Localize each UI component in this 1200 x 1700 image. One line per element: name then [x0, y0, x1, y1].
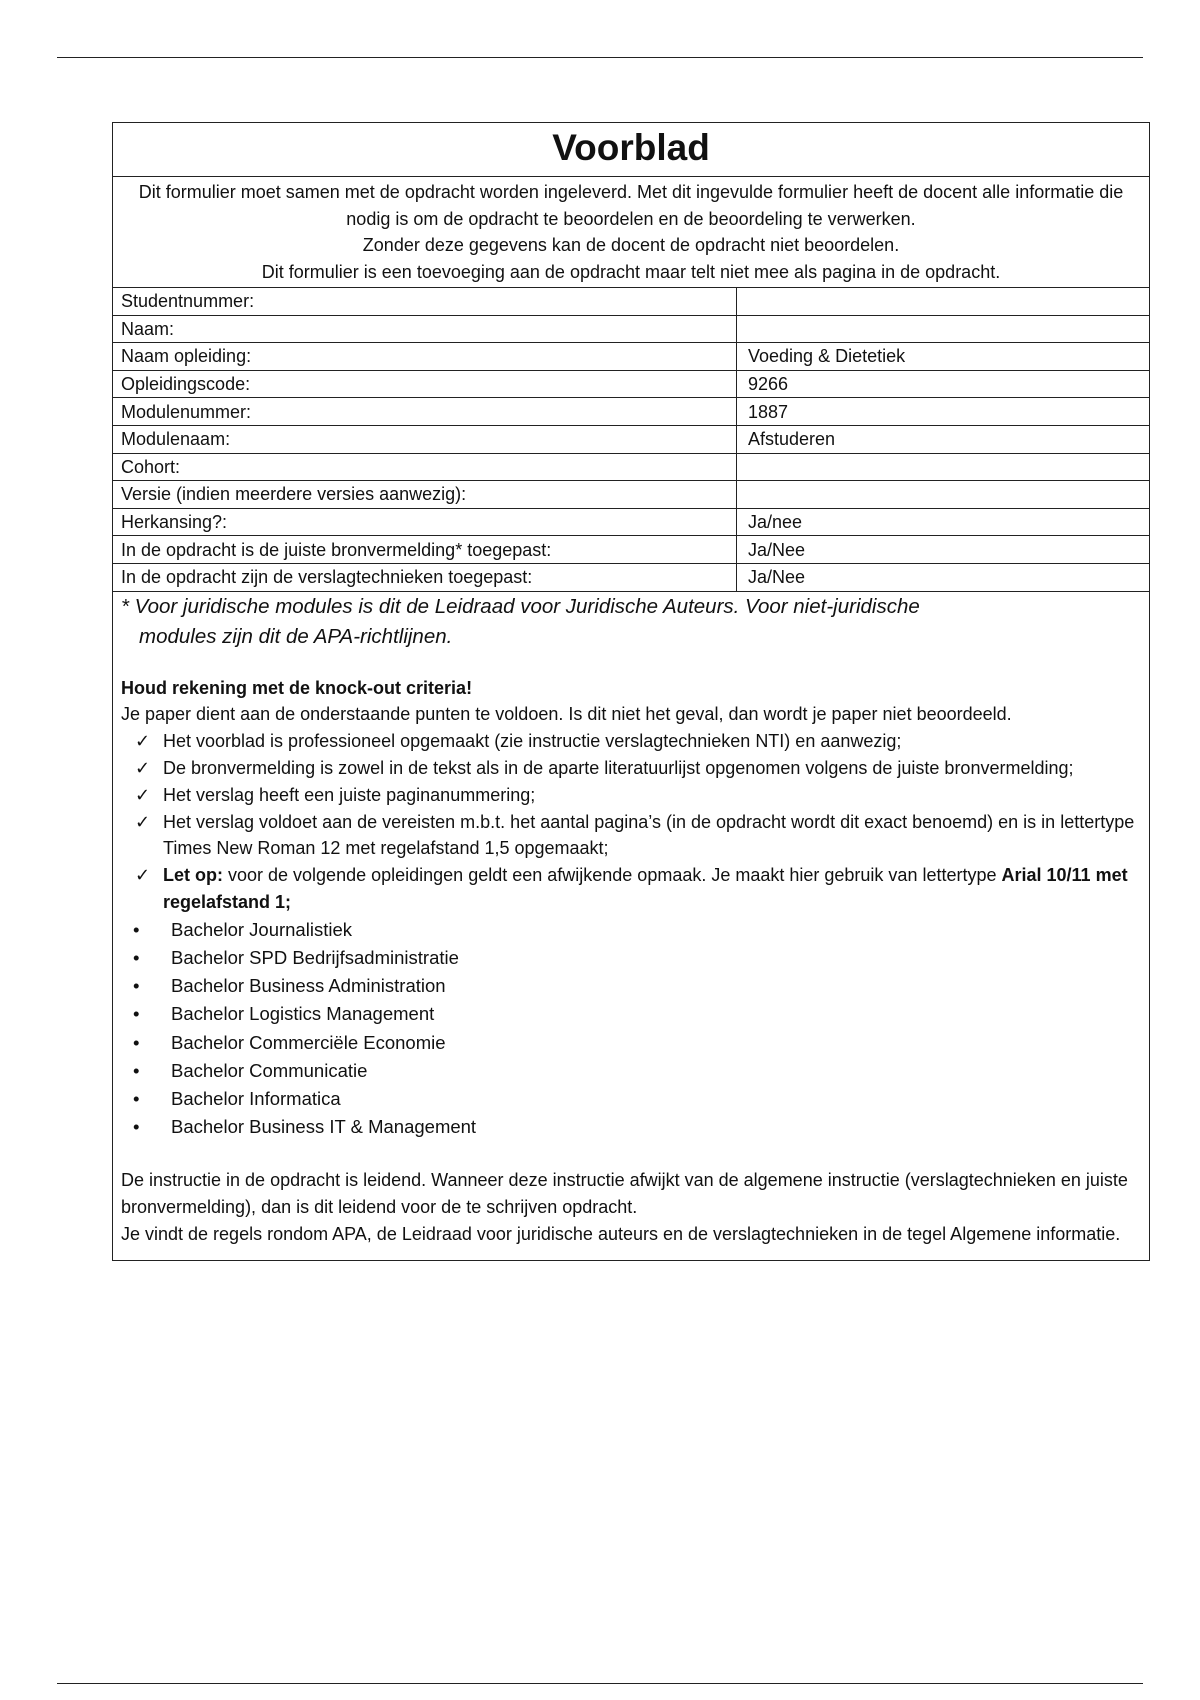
field-row-naam-opleiding	[113, 343, 1149, 371]
footnote-line: * Voor juridische modules is dit de Leidraad voor Juridische Auteurs. Voor niet-juridische	[121, 594, 920, 618]
checklist-item	[121, 782, 1141, 809]
check-icon: ✓	[135, 784, 151, 805]
field-row-naam	[113, 315, 1149, 343]
intro-paragraph: Zonder deze gegevens kan de docent de opdracht niet beoordelen.	[362, 235, 900, 255]
knockout-intro: Je paper dient aan de onderstaande punten te voldoen. Is dit niet het geval, dan wordt je paper niet beoordeeld.	[121, 704, 1012, 725]
letop-text: voor de volgende opleidingen geldt een afwijkende opmaak. Je maakt hier gebruik van lettertype	[223, 865, 1002, 886]
intro-paragraph: Dit formulier is een toevoeging aan de opdracht maar telt niet mee als pagina in de opdracht.	[261, 261, 1001, 282]
check-icon: ✓	[135, 757, 151, 778]
check-icon: ✓	[135, 811, 151, 832]
program-item: • Bachelor Communicatie	[121, 1057, 1141, 1085]
closing-paragraph: De instructie in de opdracht is leidend. Wanneer deze instructie afwijkt van de algemene instructie (verslagtechnieken en juiste bronvermelding), dan is dit leidend voor de te schrijven opdracht.	[121, 1170, 1128, 1218]
field-value-herkansing[interactable]: Ja/nee	[737, 508, 1150, 536]
footer-rule	[57, 1683, 1143, 1684]
program-item: • Bachelor Informatica	[121, 1085, 1141, 1113]
checklist-item-letop	[121, 862, 1141, 916]
checklist-item	[121, 755, 1141, 782]
field-label: Versie (indien meerdere versies aanwezig):	[113, 481, 737, 509]
field-value-verslagtechnieken[interactable]: Ja/Nee	[737, 563, 1150, 591]
form-title: Voorblad	[113, 123, 1149, 177]
field-value-versie[interactable]	[737, 481, 1150, 509]
field-row-studentnummer	[113, 288, 1149, 315]
field-row-versie	[113, 481, 1149, 509]
field-value-modulenummer[interactable]: 1887	[737, 398, 1150, 426]
footnote	[121, 592, 1141, 652]
checklist-item	[121, 728, 1141, 755]
field-label: In de opdracht is de juiste bronvermelding* toegepast:	[113, 536, 737, 564]
field-label: Herkansing?:	[113, 508, 737, 536]
field-label: Cohort:	[113, 453, 737, 481]
checklist-text: Het voorblad is professioneel opgemaakt (zie instructie verslagtechnieken NTI) en aanwezig;	[163, 731, 902, 752]
field-label: In de opdracht zijn de verslagtechnieken toegepast:	[113, 563, 737, 591]
field-row-verslagtechnieken	[113, 563, 1149, 591]
field-row-herkansing	[113, 508, 1149, 536]
closing-paragraph: Je vindt de regels rondom APA, de Leidraad voor juridische auteurs en de verslagtechnieken in de tegel Algemene informatie.	[121, 1223, 1121, 1244]
field-value-bronvermelding[interactable]: Ja/Nee	[737, 536, 1150, 564]
knockout-checklist	[121, 728, 1141, 916]
field-label: Studentnummer:	[113, 288, 737, 315]
footnote-line: modules zijn dit de APA-richtlijnen.	[139, 624, 453, 648]
program-item: • Bachelor Business Administration	[121, 972, 1141, 1000]
checklist-text: Het verslag voldoet aan de vereisten m.b.t. het aantal pagina’s (in de opdracht wordt dit exact benoemd) en is in lettertype Times New Roman 12 met regelafstand 1,5 opgemaakt;	[163, 811, 1135, 859]
check-icon: ✓	[135, 731, 151, 752]
field-value-opleidingscode[interactable]: 9266	[737, 370, 1150, 398]
fields-table	[113, 288, 1149, 592]
program-item: • Bachelor Business IT & Management	[121, 1113, 1141, 1141]
form-intro	[113, 177, 1149, 288]
checklist-text: Het verslag heeft een juiste paginanummering;	[163, 784, 536, 805]
field-value-cohort[interactable]	[737, 453, 1150, 481]
field-label: Opleidingscode:	[113, 370, 737, 398]
intro-paragraph: Dit formulier moet samen met de opdracht worden ingeleverd. Met dit ingevulde formulier heeft de docent alle informatie die nodig is om de opdracht te beoordelen en de beoordeling te verwerken.	[138, 182, 1124, 229]
field-label: Modulenaam:	[113, 425, 737, 453]
field-value-studentnummer[interactable]	[737, 288, 1150, 315]
field-value-naam-opleiding[interactable]: Voeding & Dietetiek	[737, 343, 1150, 371]
program-item: • Bachelor Journalistiek	[121, 916, 1141, 944]
field-value-naam[interactable]	[737, 315, 1150, 343]
field-label: Modulenummer:	[113, 398, 737, 426]
field-value-modulenaam[interactable]: Afstuderen	[737, 425, 1150, 453]
field-row-cohort	[113, 453, 1149, 481]
program-item: • Bachelor SPD Bedrijfsadministratie	[121, 944, 1141, 972]
program-list	[121, 916, 1141, 1142]
check-icon: ✓	[135, 865, 151, 886]
checklist-text: De bronvermelding is zowel in de tekst als in de aparte literatuurlijst opgenomen volgens de juiste bronvermelding;	[163, 757, 1074, 778]
checklist-item	[121, 809, 1141, 863]
letop-font-spec: Arial 10/11 met regelafstand 1;	[163, 865, 1128, 912]
notes-section	[113, 592, 1149, 1260]
program-item: • Bachelor Commerciële Economie	[121, 1029, 1141, 1057]
header-rule	[57, 57, 1143, 58]
cover-form	[112, 122, 1150, 1261]
field-row-modulenummer	[113, 398, 1149, 426]
field-row-modulenaam	[113, 425, 1149, 453]
field-row-bronvermelding	[113, 536, 1149, 564]
closing-text	[121, 1167, 1141, 1247]
field-row-opleidingscode	[113, 370, 1149, 398]
field-label: Naam:	[113, 315, 737, 343]
program-item: • Bachelor Logistics Management	[121, 1000, 1141, 1028]
knockout-heading: Houd rekening met de knock-out criteria!	[121, 677, 473, 698]
letop-label: Let op:	[163, 865, 223, 886]
field-label: Naam opleiding:	[113, 343, 737, 371]
